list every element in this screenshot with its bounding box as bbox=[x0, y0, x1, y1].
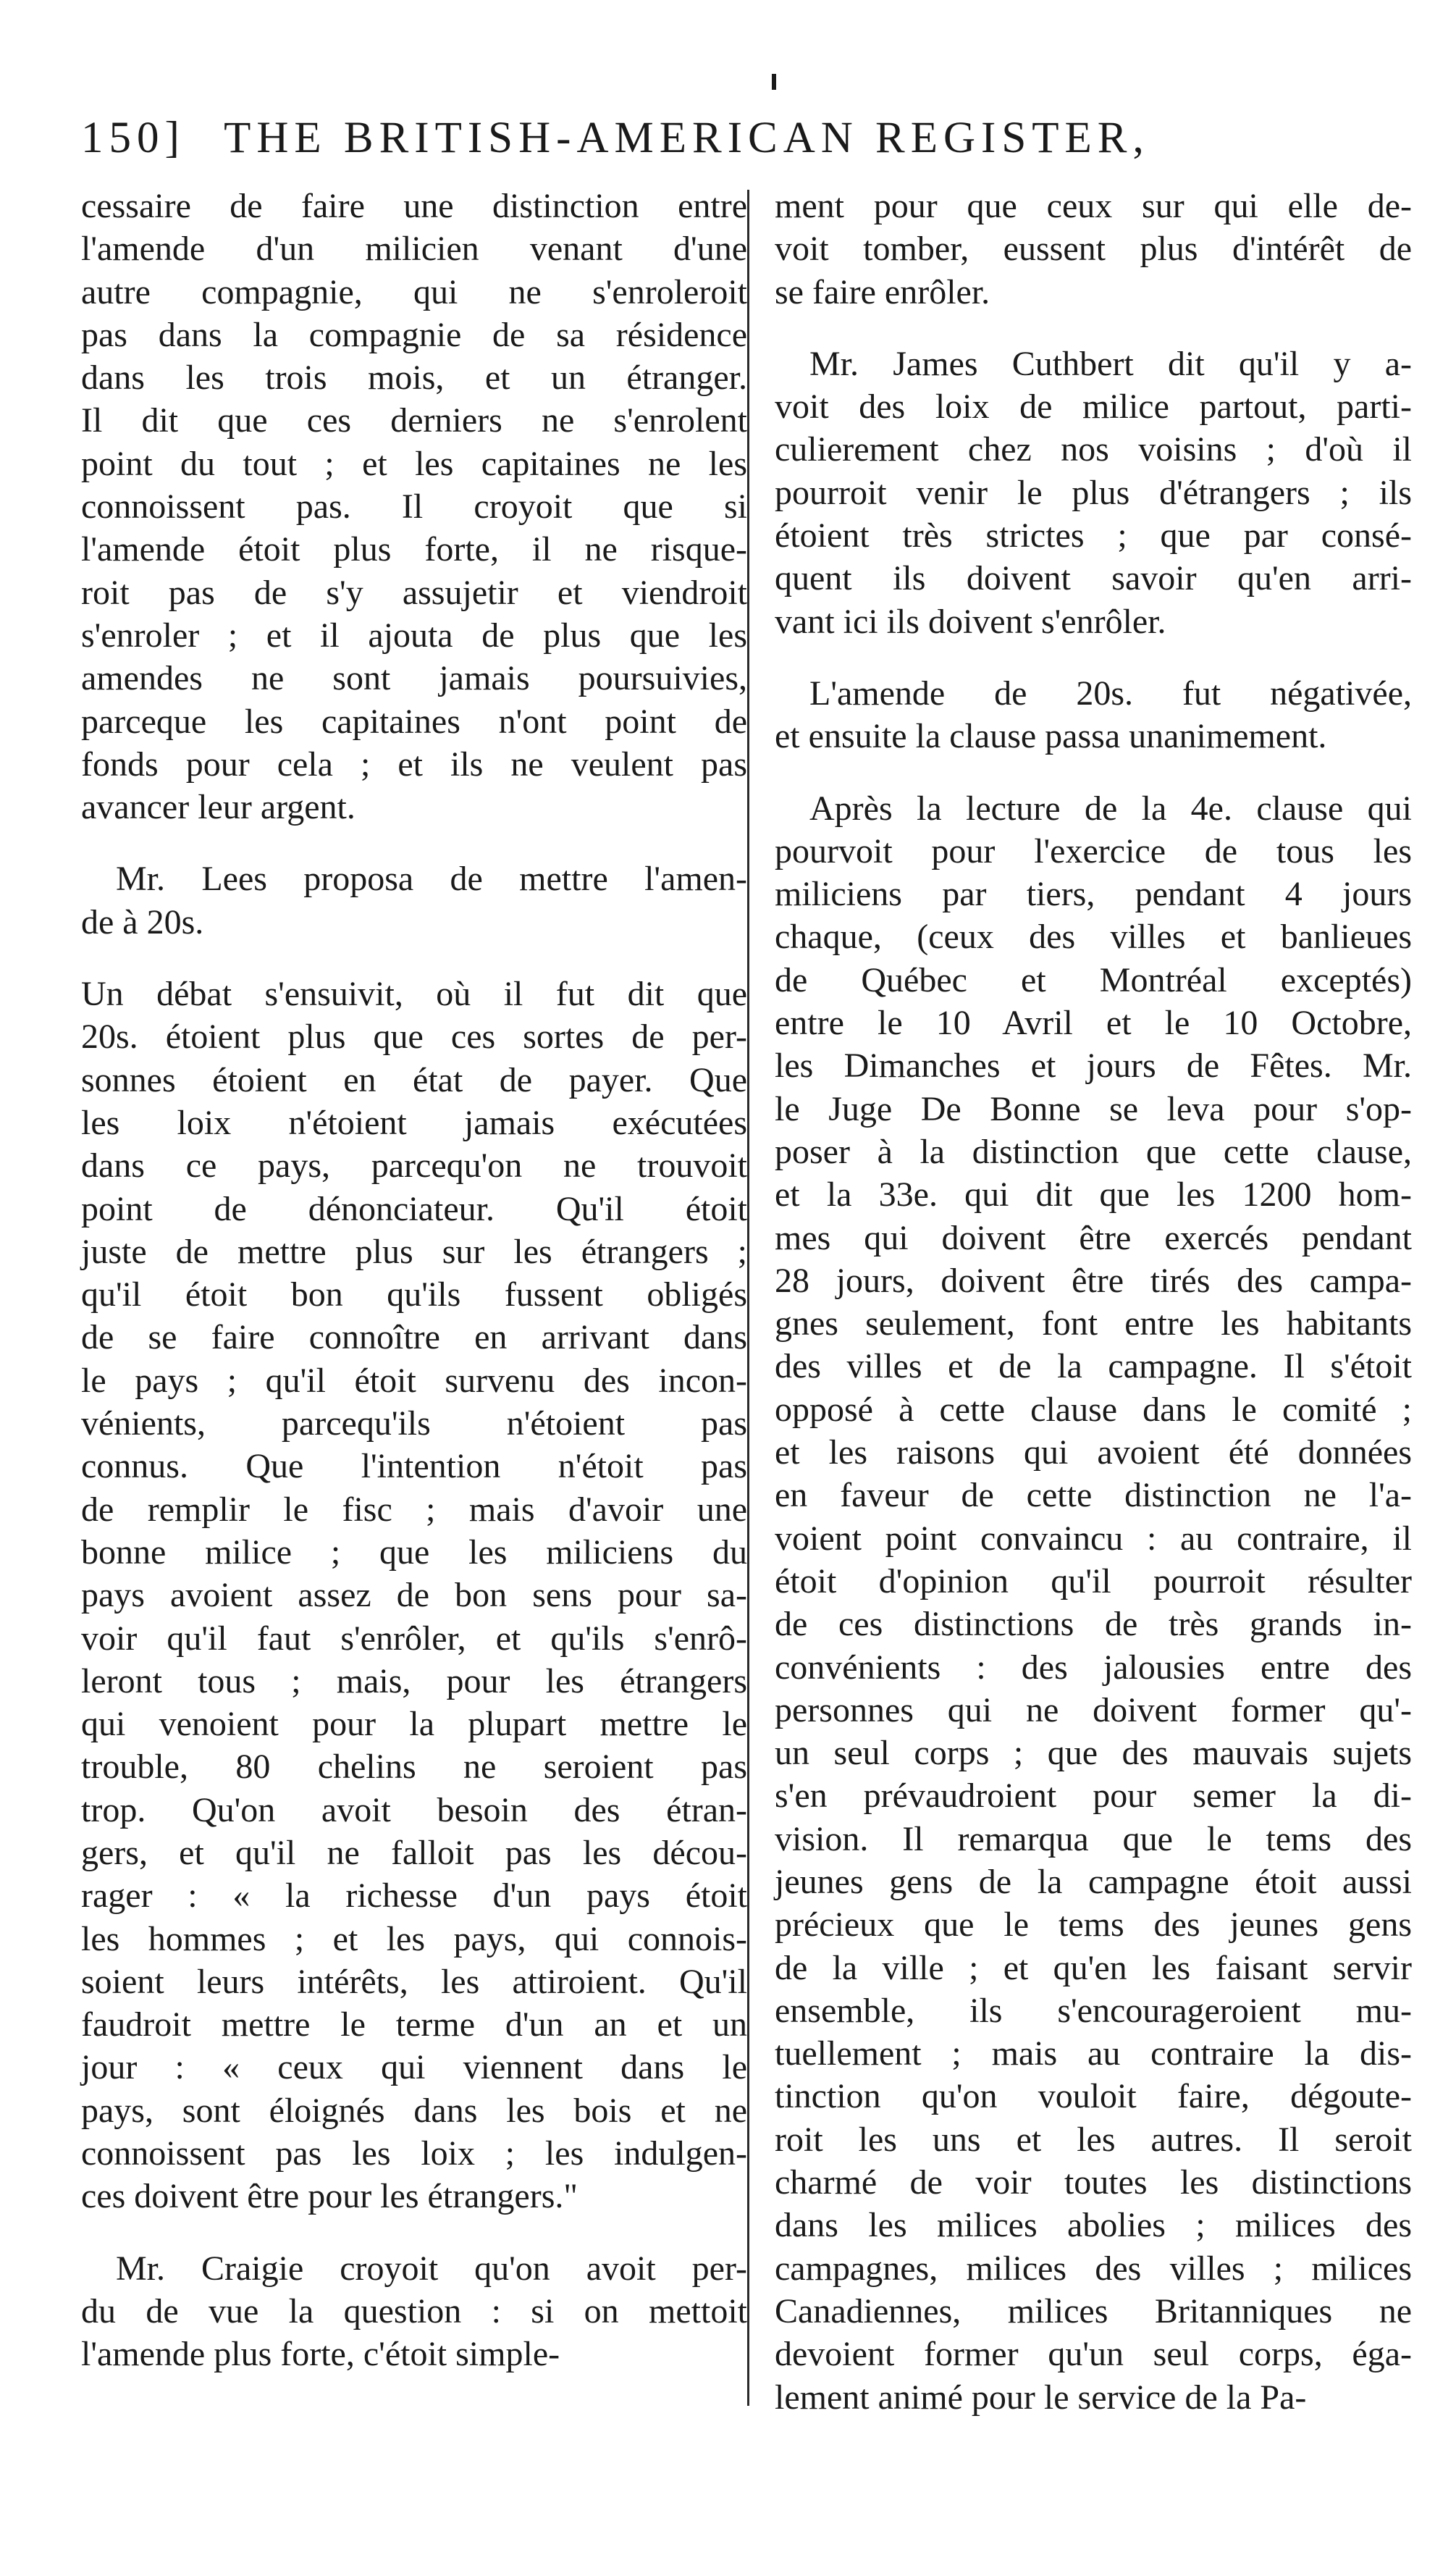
text-line: se faire enrôler. bbox=[775, 272, 990, 311]
text-line: et ensuite la clause passa unanimement. bbox=[775, 717, 1327, 756]
text-line: L'amende de 20s. fut négativée, bbox=[809, 674, 1412, 713]
text-line: dans les milices abolies ; milices des bbox=[775, 2206, 1412, 2245]
text-line: qu'il étoit bon qu'ils fussent obligés bbox=[81, 1275, 747, 1314]
text-line: bonne milice ; que les miliciens du bbox=[81, 1532, 747, 1572]
text-line: autre compagnie, qui ne s'enroleroit bbox=[81, 272, 747, 311]
text-line: ces doivent être pour les étrangers." bbox=[81, 2177, 578, 2216]
text-line: opposé à cette clause dans le comité ; bbox=[775, 1390, 1412, 1429]
text-line: le pays ; qu'il étoit survenu des incon- bbox=[81, 1361, 747, 1400]
text-line: tuellement ; mais au contraire la dis- bbox=[775, 2034, 1412, 2073]
text-line: fonds pour cela ; et ils ne veulent pas bbox=[81, 744, 747, 784]
text-line: trop. Qu'on avoit besoin des étran- bbox=[81, 1790, 747, 1829]
text-line: l'amende plus forte, c'étoit simple- bbox=[81, 2335, 560, 2374]
text-line: de à 20s. bbox=[81, 902, 204, 941]
text-line: miliciens par tiers, pendant 4 jours bbox=[775, 875, 1412, 914]
text-line: un seul corps ; que des mauvais sujets bbox=[775, 1734, 1412, 1773]
text-line: point du tout ; et les capitaines ne les bbox=[81, 444, 747, 483]
text-line: parceque les capitaines n'ont point de bbox=[81, 702, 747, 741]
text-line: trouble, 80 chelins ne seroient pas bbox=[81, 1748, 747, 1787]
text-line: roit les uns et les autres. Il seroit bbox=[775, 2120, 1412, 2159]
text-line: Il dit que ces derniers ne s'enrolent bbox=[81, 401, 747, 440]
text-line: charmé de voir toutes les distinctions bbox=[775, 2163, 1412, 2202]
paragraph bbox=[81, 973, 747, 2218]
text-line: chaque, (ceux des villes et banlieues bbox=[775, 918, 1412, 957]
text-line: faudroit mettre le terme d'un an et un bbox=[81, 2005, 747, 2044]
text-line: convénients : des jalousies entre des bbox=[775, 1648, 1412, 1687]
text-line: Mr. Craigie croyoit qu'on avoit per- bbox=[116, 2249, 747, 2288]
text-line: voit tomber, eussent plus d'intérêt de bbox=[775, 230, 1412, 269]
text-line: connoissent pas. Il croyoit que si bbox=[81, 487, 747, 526]
page-number: 150] bbox=[81, 114, 185, 162]
text-line: étoient très strictes ; que par consé- bbox=[775, 516, 1412, 555]
text-line: en faveur de cette distinction ne l'a- bbox=[775, 1476, 1412, 1515]
text-line: juste de mettre plus sur les étrangers ; bbox=[81, 1232, 747, 1271]
text-line: leront tous ; mais, pour les étrangers bbox=[81, 1661, 747, 1700]
text-line: du de vue la question : si on mettoit bbox=[81, 2291, 747, 2330]
text-line: connus. Que l'intention n'étoit pas bbox=[81, 1447, 747, 1486]
paragraph bbox=[775, 343, 1412, 643]
text-line: lement animé pour le service de la Pa- bbox=[775, 2378, 1307, 2417]
text-line: pays avoient assez de bon sens pour sa- bbox=[81, 1576, 747, 1615]
paragraph bbox=[81, 185, 747, 828]
text-line: de la ville ; et qu'en les faisant servir bbox=[775, 1948, 1412, 1987]
text-line: de remplir le fisc ; mais d'avoir une bbox=[81, 1490, 747, 1529]
paragraph bbox=[775, 185, 1412, 314]
text-line: pas dans la compagnie de sa résidence bbox=[81, 315, 747, 354]
running-title: THE BRITISH-AMERICAN REGISTER, bbox=[224, 114, 1150, 162]
text-line: personnes qui ne doivent former qu'- bbox=[775, 1690, 1412, 1729]
text-line: les loix n'étoient jamais exécutées bbox=[81, 1103, 747, 1142]
text-line: étoit d'opinion qu'il pourroit résulter bbox=[775, 1561, 1412, 1600]
text-line: de se faire connoître en arrivant dans bbox=[81, 1318, 747, 1357]
text-line: s'enroler ; et il ajouta de plus que les bbox=[81, 616, 747, 655]
text-line: jour : « ceux qui viennent dans le bbox=[81, 2048, 747, 2087]
text-line: dans les trois mois, et un étranger. bbox=[81, 358, 747, 398]
ink-mark bbox=[772, 74, 776, 90]
text-line: devoient former qu'un seul corps, éga- bbox=[775, 2335, 1412, 2374]
text-line: gers, et qu'il ne falloit pas les décou- bbox=[81, 1833, 747, 1872]
text-line: vant ici ils doivent s'enrôler. bbox=[775, 602, 1166, 641]
text-line: vénients, parcequ'ils n'étoient pas bbox=[81, 1404, 747, 1443]
text-line: soient leurs intérêts, les attiroient. Qu'il bbox=[81, 1962, 747, 2001]
text-line: l'amende d'un milicien venant d'une bbox=[81, 230, 747, 269]
paragraph bbox=[775, 787, 1412, 2419]
text-line: les hommes ; et les pays, qui connois- bbox=[81, 1919, 747, 1958]
paragraph bbox=[775, 672, 1412, 758]
text-line: Un débat s'ensuivit, où il fut dit que bbox=[81, 975, 747, 1014]
text-line: des villes et de la campagne. Il s'étoit bbox=[775, 1347, 1412, 1386]
text-line: l'amende étoit plus forte, il ne risque- bbox=[81, 530, 747, 569]
text-line: de Québec et Montréal exceptés) bbox=[775, 960, 1412, 999]
text-line: amendes ne sont jamais poursuivies, bbox=[81, 659, 747, 698]
text-line: roit pas de s'y assujetir et viendroit bbox=[81, 573, 747, 612]
text-line: et les raisons qui avoient été données bbox=[775, 1433, 1412, 1472]
text-line: 20s. étoient plus que ces sortes de per- bbox=[81, 1018, 747, 1057]
text-line: pourvoit pour l'exercice de tous les bbox=[775, 831, 1412, 870]
text-line: ment pour que ceux sur qui elle de- bbox=[775, 187, 1412, 225]
text-line: voir qu'il faut s'enrôler, et qu'ils s'enrô- bbox=[81, 1619, 747, 1658]
text-line: sonnes étoient en état de payer. Que bbox=[81, 1060, 747, 1099]
text-line: entre le 10 Avril et le 10 Octobre, bbox=[775, 1004, 1412, 1043]
text-line: poser à la distinction que cette clause, bbox=[775, 1132, 1412, 1171]
text-line: vision. Il remarqua que le tems des bbox=[775, 1819, 1412, 1858]
text-line: pourroit venir le plus d'étrangers ; ils bbox=[775, 473, 1412, 512]
running-header bbox=[81, 116, 1406, 160]
column-divider bbox=[747, 190, 749, 2406]
text-line: connoissent pas les loix ; les indulgen- bbox=[81, 2134, 747, 2173]
paragraph bbox=[81, 857, 747, 944]
left-column bbox=[81, 185, 747, 2376]
right-column bbox=[775, 185, 1412, 2419]
text-line: campagnes, milices des villes ; milices bbox=[775, 2249, 1412, 2288]
text-line: qui venoient pour la plupart mettre le bbox=[81, 1705, 747, 1744]
text-line: Après la lecture de la 4e. clause qui bbox=[809, 789, 1412, 828]
text-line: quent ils doivent savoir qu'en arri- bbox=[775, 559, 1412, 598]
text-line: les Dimanches et jours de Fêtes. Mr. bbox=[775, 1046, 1412, 1086]
text-line: ensemble, ils s'encourageroient mu- bbox=[775, 1991, 1412, 2030]
text-line: culierement chez nos voisins ; d'où il bbox=[775, 430, 1412, 469]
text-line: Mr. James Cuthbert dit qu'il y a- bbox=[809, 344, 1412, 383]
text-line: le Juge De Bonne se leva pour s'op- bbox=[775, 1089, 1412, 1128]
text-line: pays, sont éloignés dans les bois et ne bbox=[81, 2091, 747, 2130]
text-line: voit des loix de milice partout, parti- bbox=[775, 387, 1412, 427]
text-line: s'en prévaudroient pour semer la di- bbox=[775, 1776, 1412, 1816]
text-line: 28 jours, doivent être tirés des campa- bbox=[775, 1261, 1412, 1300]
text-line: tinction qu'on vouloit faire, dégoute- bbox=[775, 2077, 1412, 2116]
text-line: Mr. Lees proposa de mettre l'amen- bbox=[116, 860, 747, 899]
text-line: gnes seulement, font entre les habitants bbox=[775, 1304, 1412, 1343]
paragraph bbox=[81, 2247, 747, 2376]
text-line: rager : « la richesse d'un pays étoit bbox=[81, 1876, 747, 1916]
text-line: mes qui doivent être exercés pendant bbox=[775, 1218, 1412, 1257]
text-line: voient point convaincu : au contraire, il bbox=[775, 1519, 1412, 1558]
text-line: jeunes gens de la campagne étoit aussi bbox=[775, 1862, 1412, 1901]
text-line: Canadiennes, milices Britanniques ne bbox=[775, 2291, 1412, 2330]
text-line: dans ce pays, parcequ'on ne trouvoit bbox=[81, 1146, 747, 1186]
text-line: cessaire de faire une distinction entre bbox=[81, 187, 747, 225]
text-line: avancer leur argent. bbox=[81, 788, 355, 827]
text-line: précieux que le tems des jeunes gens bbox=[775, 1905, 1412, 1944]
text-line: et la 33e. qui dit que les 1200 hom- bbox=[775, 1175, 1412, 1214]
text-line: de ces distinctions de très grands in- bbox=[775, 1605, 1412, 1644]
text-line: point de dénonciateur. Qu'il étoit bbox=[81, 1189, 747, 1228]
